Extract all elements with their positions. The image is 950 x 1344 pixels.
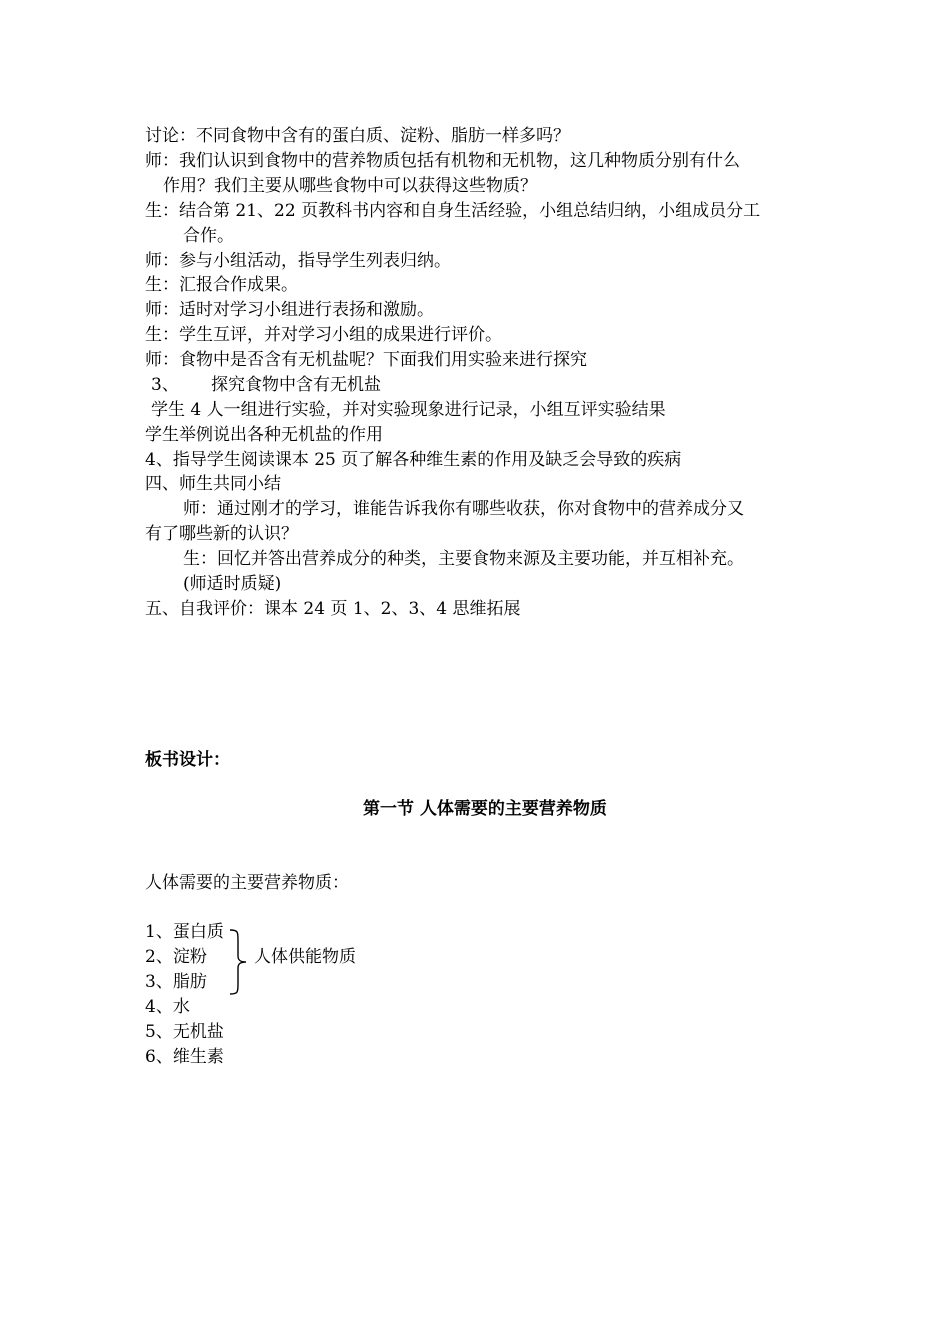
nutrient-item: 2、淀粉 <box>145 947 207 967</box>
board-intro: 人体需要的主要营养物质： <box>145 873 349 893</box>
step-3-number: 3、 <box>151 375 179 395</box>
section-5-line: 五、自我评价：课本 24 页 1、2、3、4 思维拓展 <box>145 599 521 619</box>
board-title: 第一节 人体需要的主要营养物质 <box>363 799 607 819</box>
teacher-line-1-cont: 作用？我们主要从哪些食物中可以获得这些物质？ <box>163 176 537 196</box>
teacher-line-1: 师：我们认识到食物中的营养物质包括有机物和无机物，这几种物质分别有什么 <box>145 151 740 171</box>
nutrient-item: 1、蛋白质 <box>145 922 224 942</box>
student-line-1: 生：结合第 21、22 页教科书内容和自身生活经验，小组总结归纳，小组成员分工 <box>145 201 761 221</box>
teacher-line-4: 师：食物中是否含有无机盐呢？下面我们用实验来进行探究 <box>145 350 587 370</box>
student-line-1-cont: 合作。 <box>183 226 234 246</box>
teacher-line-3: 师：适时对学习小组进行表扬和激励。 <box>145 300 434 320</box>
step-3-title: 探究食物中含有无机盐 <box>211 375 381 395</box>
right-brace-icon <box>228 928 250 996</box>
experiment-line: 学生 4 人一组进行实验，并对实验现象进行记录，小组互评实验结果 <box>151 400 666 420</box>
nutrient-item: 6、维生素 <box>145 1047 224 1067</box>
nutrient-item: 5、无机盐 <box>145 1022 224 1042</box>
nutrient-item: 3、脂肪 <box>145 972 207 992</box>
summary-teacher-line: 师：通过刚才的学习，谁能告诉我你有哪些收获，你对食物中的营养成分又 <box>183 499 744 519</box>
summary-note: (师适时质疑) <box>183 574 282 594</box>
section-4-heading: 四、师生共同小结 <box>145 474 281 494</box>
summary-student-line: 生：回忆并答出营养成分的种类，主要食物来源及主要功能，并互相补充。 <box>183 549 744 569</box>
summary-teacher-line-cont: 有了哪些新的认识？ <box>145 524 298 544</box>
nutrient-item: 4、水 <box>145 997 190 1017</box>
energy-group-label: 人体供能物质 <box>254 947 356 967</box>
step-4-line: 4、指导学生阅读课本 25 页了解各种维生素的作用及缺乏会导致的疾病 <box>145 450 682 470</box>
student-line-3: 生：学生互评，并对学习小组的成果进行评价。 <box>145 325 502 345</box>
teacher-line-2: 师：参与小组活动，指导学生列表归纳。 <box>145 251 451 271</box>
student-line-2: 生：汇报合作成果。 <box>145 275 298 295</box>
examples-line: 学生举例说出各种无机盐的作用 <box>145 425 383 445</box>
discussion-line: 讨论：不同食物中含有的蛋白质、淀粉、脂肪一样多吗？ <box>145 126 570 146</box>
board-heading: 板书设计： <box>145 750 230 770</box>
